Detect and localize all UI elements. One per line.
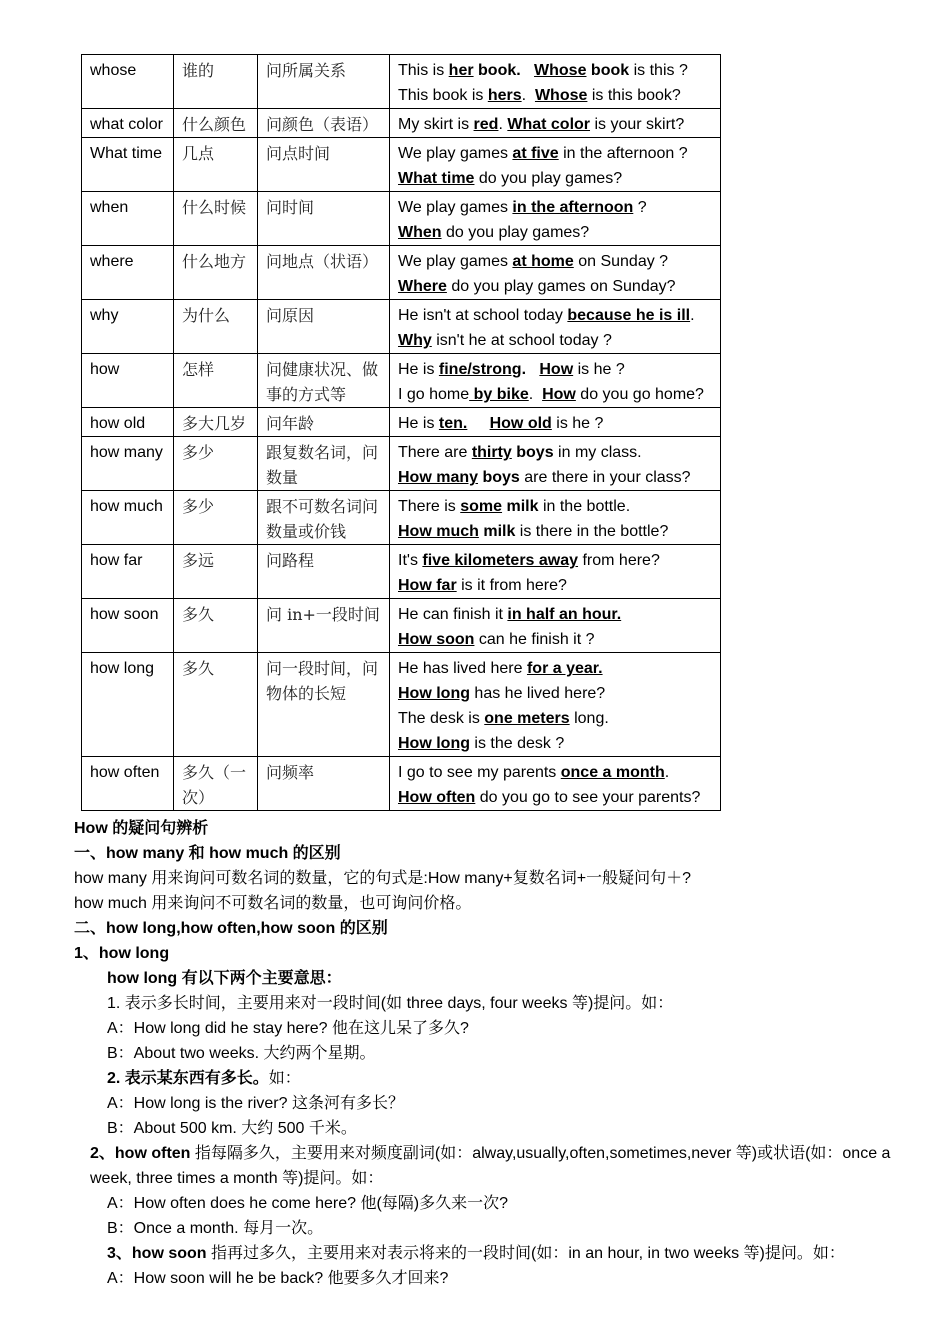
question-word-cell: whose <box>82 55 174 109</box>
point1-example-a2: A：How long is the river? 这条河有多长？ <box>107 1095 404 1112</box>
example-text: long. <box>569 710 609 727</box>
example-text: do you play games on Sunday? <box>446 278 676 295</box>
meaning-cell: 多少 <box>174 491 258 545</box>
example-line <box>398 494 712 519</box>
example-text: has he lived here? <box>469 685 606 702</box>
example-text: We play games <box>398 145 513 162</box>
example-cell <box>390 300 721 354</box>
example-line <box>398 141 712 166</box>
answer-highlight: Whose <box>534 62 587 79</box>
point1-subtitle: how long 有以下两个主要意思： <box>107 970 342 987</box>
example-line <box>398 681 712 706</box>
usage-cell: 问点时间 <box>258 138 390 192</box>
usage-cell: 跟复数名词，问数量 <box>258 437 390 491</box>
section2-title: 二、how long,how often,how soon 的区别 <box>74 920 388 937</box>
example-text <box>467 415 489 432</box>
answer-highlight: some <box>460 498 503 515</box>
usage-cell: 跟不可数名词问数量或价钱 <box>258 491 390 545</box>
example-cell <box>390 192 721 246</box>
point2-text: 指每隔多久，主要用来对频度副词(如：alway,usually,often,sometimes,never 等)或状语(如：once a week, three times a month 等)提问。如： <box>90 1145 891 1187</box>
example-text: are there in your class? <box>519 469 691 486</box>
example-text: . <box>664 764 670 781</box>
question-word-cell: how long <box>82 653 174 757</box>
point1-meaning2-tail: 如： <box>268 1070 301 1087</box>
point1-example-b2: B：About 500 km. 大约 500 千米。 <box>107 1120 357 1137</box>
question-word-cell: where <box>82 246 174 300</box>
point1-example-b1: B：About two weeks. 大约两个星期。 <box>107 1045 376 1062</box>
question-word-cell: why <box>82 300 174 354</box>
answer-highlight: in the afternoon <box>512 199 634 216</box>
example-cell <box>390 138 721 192</box>
question-word-cell: how old <box>82 408 174 437</box>
question-word-cell: What time <box>82 138 174 192</box>
example-text: This book is <box>398 87 488 104</box>
example-cell <box>390 246 721 300</box>
example-line <box>398 303 712 328</box>
point2-example-a: A：How often does he come here? 他(每隔)多久来一次? <box>107 1195 509 1212</box>
example-text: It's <box>398 552 423 569</box>
example-text: I go to see my parents <box>398 764 561 781</box>
answer-highlight: How often <box>398 789 476 806</box>
table-row <box>82 354 721 408</box>
answer-highlight: fine/strong <box>438 361 522 378</box>
meaning-cell: 多久 <box>174 653 258 757</box>
table-row <box>82 408 721 437</box>
example-line <box>398 83 712 108</box>
usage-cell: 问频率 <box>258 757 390 811</box>
example-line <box>398 357 712 382</box>
meaning-cell: 怎样 <box>174 354 258 408</box>
table-row <box>82 192 721 246</box>
example-line <box>398 602 712 627</box>
example-text: in the bottle. <box>538 498 631 515</box>
example-text: is there in the bottle? <box>515 523 669 540</box>
question-word-cell: how soon <box>82 599 174 653</box>
point3-lead: 3、how soon <box>107 1245 207 1262</box>
example-cell <box>390 599 721 653</box>
meaning-cell: 谁的 <box>174 55 258 109</box>
example-text: do you go to see your parents? <box>475 789 701 806</box>
example-text: . <box>528 386 543 403</box>
answer-highlight: five kilometers away <box>422 552 579 569</box>
example-line <box>398 573 712 598</box>
meaning-cell: 多大几岁 <box>174 408 258 437</box>
point3-paragraph <box>74 1241 904 1266</box>
notes-heading: How 的疑问句辨析 <box>74 820 209 837</box>
example-line <box>398 656 712 681</box>
example-text: The desk is <box>398 710 485 727</box>
example-cell <box>390 437 721 491</box>
example-text: milk <box>502 498 539 515</box>
question-word-cell: how often <box>82 757 174 811</box>
example-text: ? <box>633 199 647 216</box>
example-text: There is <box>398 498 461 515</box>
answer-highlight: Where <box>398 278 447 295</box>
example-text: This is <box>398 62 449 79</box>
example-cell <box>390 757 721 811</box>
example-text: boys <box>511 444 554 461</box>
point1-title: 1、how long <box>74 945 170 962</box>
example-text: book. <box>473 62 521 79</box>
meaning-cell: 什么地方 <box>174 246 258 300</box>
answer-highlight: How old <box>489 415 552 432</box>
example-line <box>398 627 712 652</box>
example-line <box>398 440 712 465</box>
example-text: . <box>521 87 535 104</box>
meaning-cell: 多久 <box>174 599 258 653</box>
point1-meaning2 <box>74 1066 904 1091</box>
section1-line1: how many 用来询问可数名词的数量，它的句式是:How many+复数名词+一般疑问句＋? <box>74 870 691 887</box>
example-line <box>398 706 712 731</box>
answer-highlight: one meters <box>484 710 570 727</box>
example-cell <box>390 491 721 545</box>
answer-highlight: How far <box>398 577 457 594</box>
point2-paragraph <box>74 1141 904 1191</box>
answer-highlight: What color <box>507 116 591 133</box>
answer-highlight: How <box>542 386 576 403</box>
example-line <box>398 328 712 353</box>
example-cell <box>390 55 721 109</box>
point1-meaning2-text: 2. 表示某东西有多长。 <box>107 1070 269 1087</box>
usage-cell: 问颜色（表语） <box>258 109 390 138</box>
example-text: is your skirt? <box>590 116 685 133</box>
answer-highlight: because he is ill <box>567 307 691 324</box>
usage-cell: 问所属关系 <box>258 55 390 109</box>
answer-highlight: by bike <box>469 386 529 403</box>
table-row <box>82 109 721 138</box>
answer-highlight: at five <box>512 145 559 162</box>
example-cell <box>390 109 721 138</box>
example-text: on Sunday ? <box>573 253 669 270</box>
example-line <box>398 382 712 407</box>
example-cell <box>390 653 721 757</box>
point1-example-a1: A：How long did he stay here? 他在这儿呆了多久? <box>107 1020 469 1037</box>
answer-highlight: How many <box>398 469 479 486</box>
answer-highlight: her <box>448 62 474 79</box>
example-line <box>398 195 712 220</box>
example-text: is this ? <box>629 62 688 79</box>
example-text: He is <box>398 415 439 432</box>
example-text: is the desk ? <box>469 735 565 752</box>
point2-example-b: B：Once a month. 每月一次。 <box>107 1220 324 1237</box>
answer-highlight: How soon <box>398 631 475 648</box>
example-line <box>398 58 712 83</box>
example-cell <box>390 545 721 599</box>
example-line <box>398 166 712 191</box>
example-text: isn't he at school today ? <box>431 332 612 349</box>
meaning-cell: 多久（一次） <box>174 757 258 811</box>
example-cell <box>390 354 721 408</box>
answer-highlight: hers <box>487 87 522 104</box>
example-line <box>398 112 712 137</box>
example-text: do you play games? <box>441 224 590 241</box>
example-cell <box>390 408 721 437</box>
section1-line2: how much 用来询问不可数名词的数量，也可询问价格。 <box>74 895 472 912</box>
example-text: He can finish it <box>398 606 508 623</box>
answer-highlight: When <box>398 224 442 241</box>
answer-highlight: What time <box>398 170 475 187</box>
example-line <box>398 220 712 245</box>
table-row <box>82 437 721 491</box>
answer-highlight: Why <box>398 332 432 349</box>
answer-highlight: How long <box>398 735 470 752</box>
usage-cell: 问路程 <box>258 545 390 599</box>
point2-lead: 2、how often <box>90 1145 191 1162</box>
example-text: milk <box>478 523 516 540</box>
notes-section <box>74 816 904 1291</box>
table-row <box>82 300 721 354</box>
table-row <box>82 491 721 545</box>
example-text: He is <box>398 361 439 378</box>
example-text: . <box>498 116 508 133</box>
answer-highlight: Whose <box>534 87 588 104</box>
example-text: My skirt is <box>398 116 474 133</box>
example-text: book <box>586 62 630 79</box>
point3-example-a: A：How soon will he be back? 他要多久才回来? <box>107 1270 449 1287</box>
meaning-cell: 什么颜色 <box>174 109 258 138</box>
example-text: We play games <box>398 253 513 270</box>
answer-highlight: ten. <box>438 415 468 432</box>
meaning-cell: 多少 <box>174 437 258 491</box>
usage-cell: 问年龄 <box>258 408 390 437</box>
usage-cell: 问时间 <box>258 192 390 246</box>
table-row <box>82 757 721 811</box>
usage-cell: 问健康状况、做事的方式等 <box>258 354 390 408</box>
example-text: do you play games? <box>474 170 623 187</box>
answer-highlight: once a month <box>560 764 665 781</box>
question-word-cell: how <box>82 354 174 408</box>
usage-cell: 问一段时间，问物体的长短 <box>258 653 390 757</box>
example-line <box>398 249 712 274</box>
meaning-cell: 为什么 <box>174 300 258 354</box>
example-line <box>398 519 712 544</box>
question-word-table <box>81 54 721 811</box>
question-word-cell: what color <box>82 109 174 138</box>
table-row <box>82 653 721 757</box>
question-word-cell: when <box>82 192 174 246</box>
example-text: is it from here? <box>456 577 567 594</box>
usage-cell: 问 in+一段时间 <box>258 599 390 653</box>
answer-highlight: thirty <box>471 444 512 461</box>
example-text: from here? <box>578 552 660 569</box>
example-line <box>398 274 712 299</box>
meaning-cell: 什么时候 <box>174 192 258 246</box>
question-word-cell: how far <box>82 545 174 599</box>
example-text: . <box>521 361 527 378</box>
example-text: boys <box>478 469 520 486</box>
answer-highlight: at home <box>512 253 574 270</box>
example-text: . <box>690 307 695 324</box>
meaning-cell: 几点 <box>174 138 258 192</box>
point3-text: 指再过多久，主要用来对表示将来的一段时间(如：in an hour, in two weeks 等)提问。如： <box>206 1245 845 1262</box>
example-line <box>398 548 712 573</box>
example-text: We play games <box>398 199 513 216</box>
answer-highlight: for a year. <box>526 660 603 677</box>
example-line <box>398 411 712 436</box>
usage-cell: 问地点（状语） <box>258 246 390 300</box>
meaning-cell: 多远 <box>174 545 258 599</box>
example-text: can he finish it ? <box>474 631 595 648</box>
answer-highlight: How long <box>398 685 470 702</box>
example-text: is he ? <box>573 361 625 378</box>
example-text: There are <box>398 444 472 461</box>
table-row <box>82 138 721 192</box>
answer-highlight: How <box>539 361 574 378</box>
table-row <box>82 599 721 653</box>
example-text: in my class. <box>553 444 642 461</box>
answer-highlight: How much <box>398 523 479 540</box>
example-text <box>526 361 539 378</box>
point1-meaning1: 1. 表示多长时间，主要用来对一段时间(如 three days, four weeks 等)提问。如： <box>107 995 674 1012</box>
example-line <box>398 760 712 785</box>
answer-highlight: in half an hour. <box>507 606 622 623</box>
table-row <box>82 545 721 599</box>
table-row <box>82 55 721 109</box>
question-word-cell: how many <box>82 437 174 491</box>
table-row <box>82 246 721 300</box>
example-text: He isn't at school today <box>398 307 568 324</box>
example-line <box>398 785 712 810</box>
question-word-cell: how much <box>82 491 174 545</box>
example-text <box>521 62 534 79</box>
answer-highlight: red <box>473 116 499 133</box>
example-text: do you go home? <box>575 386 704 403</box>
section1-title: 一、how many 和 how much 的区别 <box>74 845 341 862</box>
example-text: I go home <box>398 386 470 403</box>
example-text: is he ? <box>551 415 604 432</box>
example-line <box>398 465 712 490</box>
example-text: in the afternoon ? <box>558 145 688 162</box>
example-text: He has lived here <box>398 660 527 677</box>
usage-cell: 问原因 <box>258 300 390 354</box>
example-text: is this book? <box>587 87 681 104</box>
example-line <box>398 731 712 756</box>
